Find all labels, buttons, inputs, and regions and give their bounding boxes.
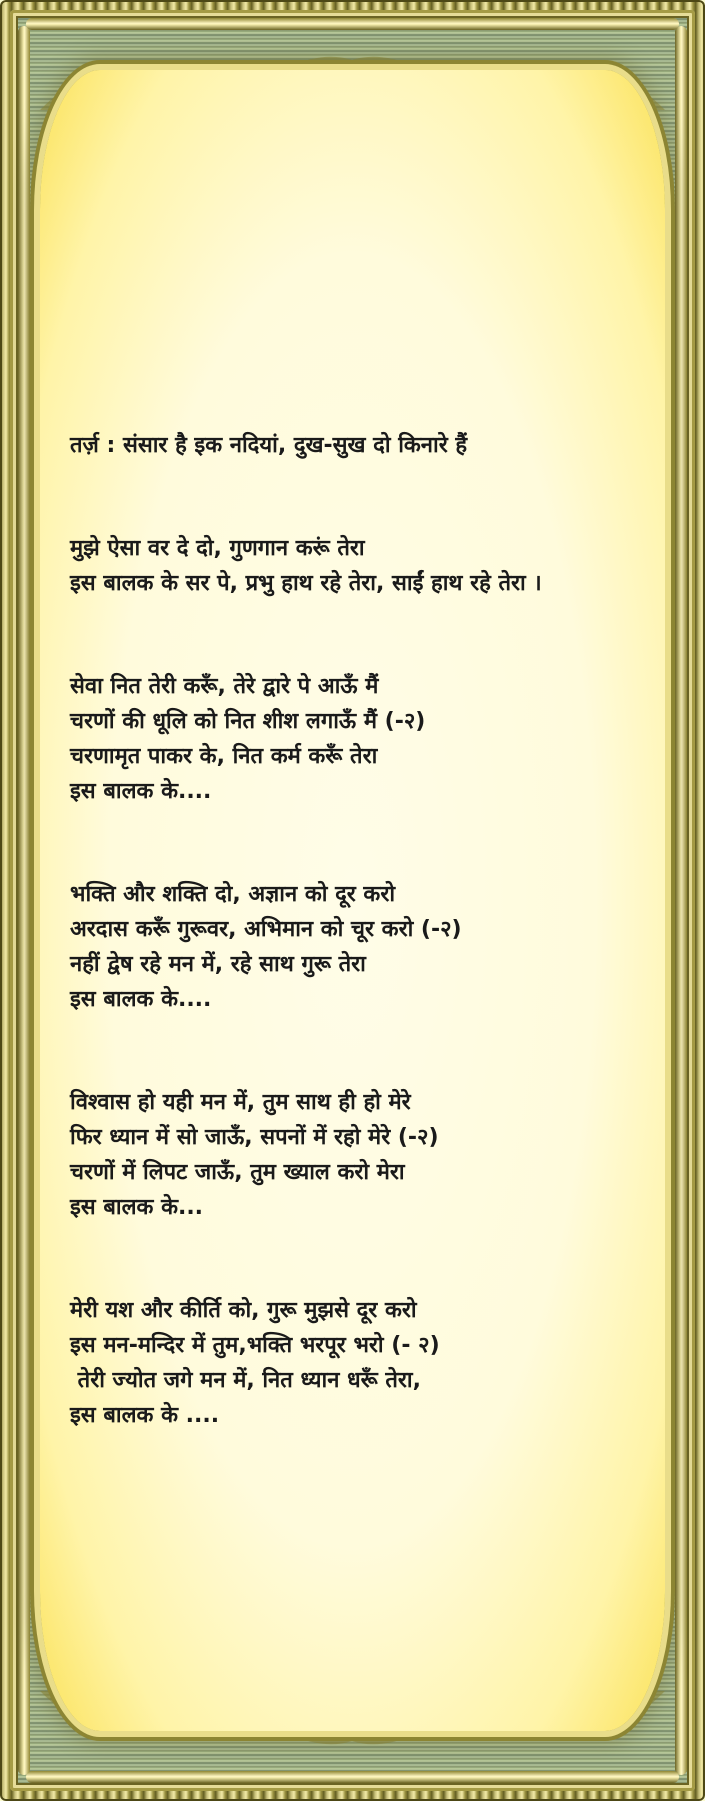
stanza-3 (70, 877, 670, 1017)
stanza-line: सेवा नित तेरी करूँ, तेरे द्वारे पे आऊँ मैं (70, 674, 379, 699)
stanza-line: चरणों में लिपट जाऊँ, तुम ख्याल करो मेरा (70, 1160, 405, 1185)
stanza-line: इस बालक के सर पे, प्रभु हाथ रहे तेरा, साईं हाथ रहे तेरा । (70, 571, 542, 596)
lyrics-content (70, 428, 670, 1433)
tarz-line: तर्ज़ : संसार है इक नदियां, दुख-सुख दो किनारे हैं (70, 433, 468, 458)
stanza-2 (70, 669, 670, 809)
stanza-line: तेरी ज्योत जगे मन में, नित ध्यान धरूँ तेरा, (70, 1368, 421, 1393)
stanza-line: इस मन-मन्दिर में तुम,भक्ति भरपूर भरो (- २) (70, 1333, 440, 1358)
stanza-line: फिर ध्यान में सो जाऊँ, सपनों में रहो मेरे (-२) (70, 1125, 439, 1150)
stanza-line: विश्वास हो यही मन में, तुम साथ ही हो मेरे (70, 1090, 411, 1115)
stanza-1 (70, 531, 670, 601)
stanza-line: मुझे ऐसा वर दे दो, गुणगान करूं तेरा (70, 536, 365, 561)
stanza-line: इस बालक के... (70, 1195, 204, 1220)
stanza-line: इस बालक के .... (70, 1403, 220, 1428)
frame-bottom-bar (26, 1771, 679, 1783)
stanza-line: मेरी यश और कीर्ति को, गुरू मुझसे दूर करो (70, 1298, 417, 1323)
frame-right-rail (675, 26, 687, 1775)
stanza-line: नहीं द्वेष रहे मन में, रहे साथ गुरू तेरा (70, 952, 366, 977)
stanza-line: इस बालक के.... (70, 779, 212, 804)
stanza-line: चरणों की धूलि को नित शीश लगाऊँ मैं (-२) (70, 709, 426, 734)
stanza-line: अरदास करूँ गुरूवर, अभिमान को चूर करो (-२) (70, 917, 462, 942)
frame-left-rail (18, 26, 30, 1775)
stanza-4 (70, 1085, 670, 1225)
frame-top-bar (26, 18, 679, 30)
stanza-line: चरणामृत पाकर के, नित कर्म करूँ तेरा (70, 744, 378, 769)
stanza-line: इस बालक के.... (70, 987, 212, 1012)
stanza-line: भक्ति और शक्ति दो, अज्ञान को दूर करो (70, 882, 396, 907)
stanza-5 (70, 1293, 670, 1433)
